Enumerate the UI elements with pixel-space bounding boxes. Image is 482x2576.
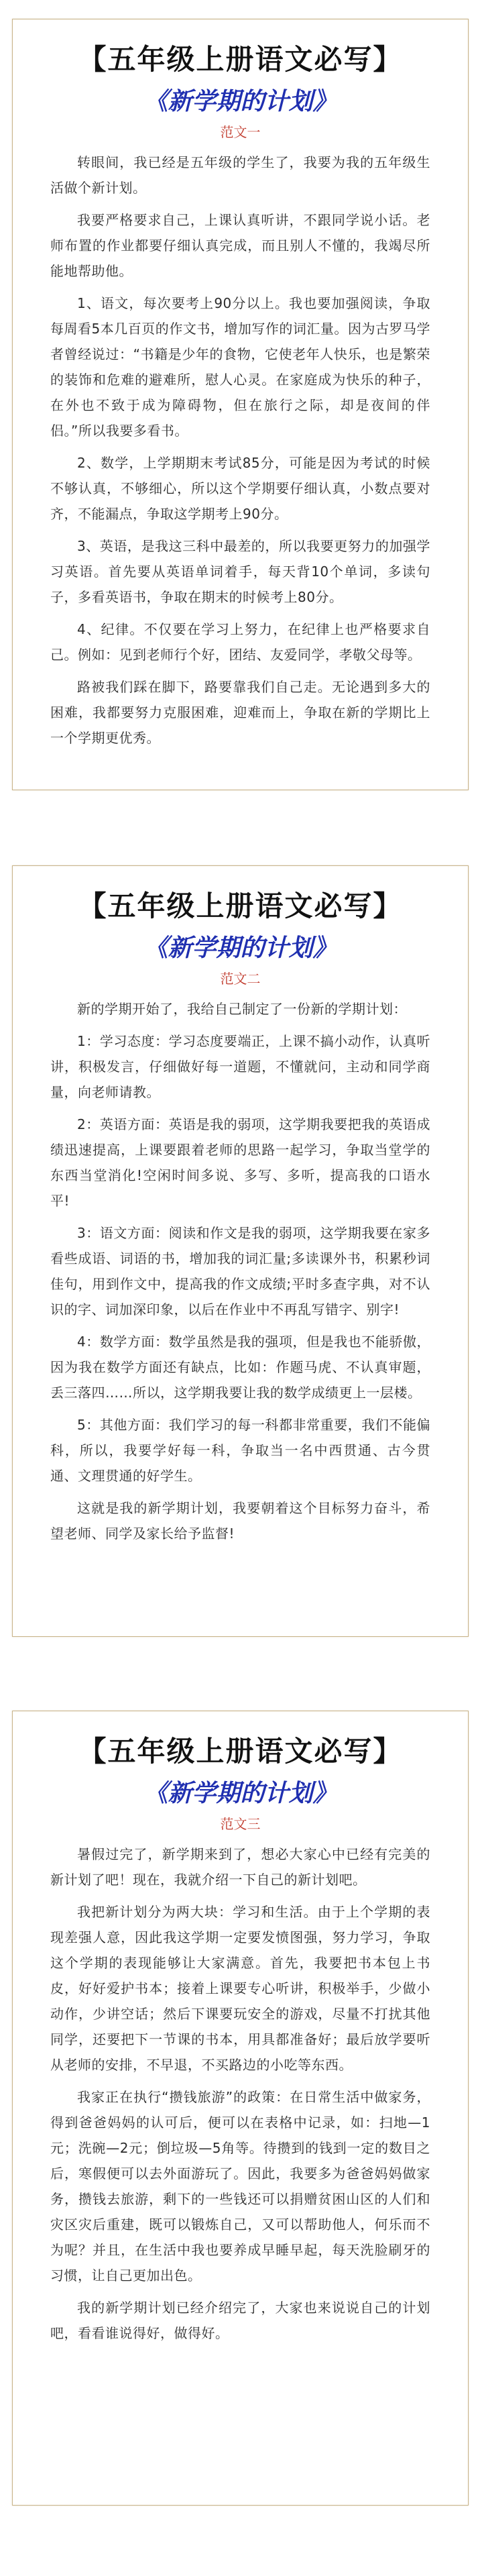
paragraph: 5：其他方面：我们学习的每一科都非常重要，我们不能偏科，所以，我要学好每一科，争取当一名中西贯通、古今贯通、文理贯通的好学生。 (50, 1417, 430, 1484)
sample-label: 范文二 (220, 971, 261, 987)
main-title: 【五年级上册语文必写】 (78, 890, 403, 922)
paragraph: 2：英语方面：英语是我的弱项，这学期我要把我的英语成绩迅速提高，上课要跟着老师的思路一起学习，争取当堂学的东西当堂消化!空闲时间多说、多写、多听，提高我的口语水平! (50, 1116, 430, 1209)
paragraph: 我家正在执行“攒钱旅游”的政策：在日常生活中做家务，得到爸爸妈妈的认可后，便可以在表格中记录，如：扫地—1元；洗碗—2元；倒垃圾—5角等。待攒到的钱到一定的数目之后，寒假便可以去外面游玩了。因此，我要多为爸爸妈妈做家务，攒钱去旅游，剩下的一些钱还可以捐赠贫困山区的人们和灾区灾后重建，既可以锻炼自己，又可以帮助他人，何乐而不为呢？并且，在生活中我也要养成早睡早起，每天洗脸刷牙的习惯，让自己更加出色。 (50, 2089, 430, 2284)
sample-label: 范文三 (220, 1816, 261, 1832)
paragraph: 1：学习态度：学习态度要端正，上课不搞小动作，认真听讲，积极发言，仔细做好每一道题，不懂就问，主动和同学商量，向老师请教。 (50, 1033, 430, 1100)
paragraph: 1、语文，每次要考上90分以上。我也要加强阅读，争取每周看5本几百页的作文书，增加写作的词汇量。因为古罗马学者曾经说过：“书籍是少年的食物，它使老年人快乐，也是繁荣的装饰和危难的避难所，慰人心灵。在家庭成为快乐的种子，在外也不致于成为障碍物，但在旅行之际，却是夜间的伴侣。”所以我要多看书。 (50, 295, 430, 439)
paragraph: 4、纪律。不仅要在学习上努力，在纪律上也严格要求自己。例如：见到老师行个好，团结、友爱同学，孝敬父母等。 (50, 621, 430, 663)
essay-card-3 (12, 1711, 469, 2506)
paragraph: 暑假过完了，新学期来到了，想必大家心中已经有完美的新计划了吧！现在，我就介绍一下自己的新计划吧。 (50, 1846, 430, 1888)
paragraph: 4：数学方面：数学虽然是我的强项，但是我也不能骄傲，因为我在数学方面还有缺点，比如：作题马虎、不认真审题，丢三落四……所以，这学期我要让我的数学成绩更上一层楼。 (50, 1334, 430, 1401)
paragraph: 我的新学期计划已经介绍完了，大家也来说说自己的计划吧，看看谁说得好，做得好。 (50, 2300, 430, 2341)
paragraph: 我把新计划分为两大块：学习和生活。由于上个学期的表现差强人意，因此我这学期一定要发愤图强，努力学习，争取这个学期的表现能够让大家满意。首先，我要把书本包上书皮，好好爱护书本；接着上课要专心听讲，积极举手，少做小动作，少讲空话；然后下课要玩安全的游戏，尽量不打扰其他同学，还要把下一节课的书本，用具都准备好；最后放学要听从老师的安排，不早退，不买路边的小吃等东西。 (50, 1904, 430, 2073)
essay-title: 《新学期的计划》 (143, 1779, 337, 1807)
essay-title: 《新学期的计划》 (143, 934, 337, 962)
paragraph: 3、英语，是我这三科中最差的，所以我要更努力的加强学习英语。首先要从英语单词着手，每天背10个单词，多读句子，多看英语书，争取在期末的时候考上80分。 (50, 538, 430, 605)
essay-card-2 (12, 865, 469, 1637)
paragraph: 我要严格要求自己，上课认真听讲，不跟同学说小话。老师布置的作业都要仔细认真完成，而且别人不懂的，我竭尽所能地帮助他。 (50, 212, 430, 279)
essay-title: 《新学期的计划》 (143, 87, 337, 115)
sample-label: 范文一 (220, 124, 261, 140)
paragraph: 新的学期开始了，我给自己制定了一份新的学期计划： (77, 1001, 407, 1017)
paragraph: 路被我们踩在脚下，路要靠我们自己走。无论遇到多大的困难，我都要努力克服困难，迎难而上，争取在新的学期比上一个学期更优秀。 (50, 679, 430, 746)
paragraph: 2、数学，上学期期末考试85分，可能是因为考试的时候不够认真，不够细心，所以这个学期要仔细认真，小数点要对齐，不能漏点，争取这学期考上90分。 (50, 455, 430, 522)
paragraph: 转眼间，我已经是五年级的学生了，我要为我的五年级生活做个新计划。 (50, 154, 430, 196)
paragraph: 这就是我的新学期计划，我要朝着这个目标努力奋斗，希望老师、同学及家长给予监督! (50, 1500, 430, 1542)
paragraph: 3：语文方面：阅读和作文是我的弱项，这学期我要在家多看些成语、词语的书，增加我的词汇量;多读课外书，积累秒词佳句，用到作文中，提高我的作文成绩;平时多查字典，对不认识的字、词加深印象，以后在作业中不再乱写错字、别字! (50, 1225, 430, 1318)
main-title: 【五年级上册语文必写】 (78, 43, 403, 76)
essay-card-1 (12, 19, 469, 790)
main-title: 【五年级上册语文必写】 (78, 1735, 403, 1768)
